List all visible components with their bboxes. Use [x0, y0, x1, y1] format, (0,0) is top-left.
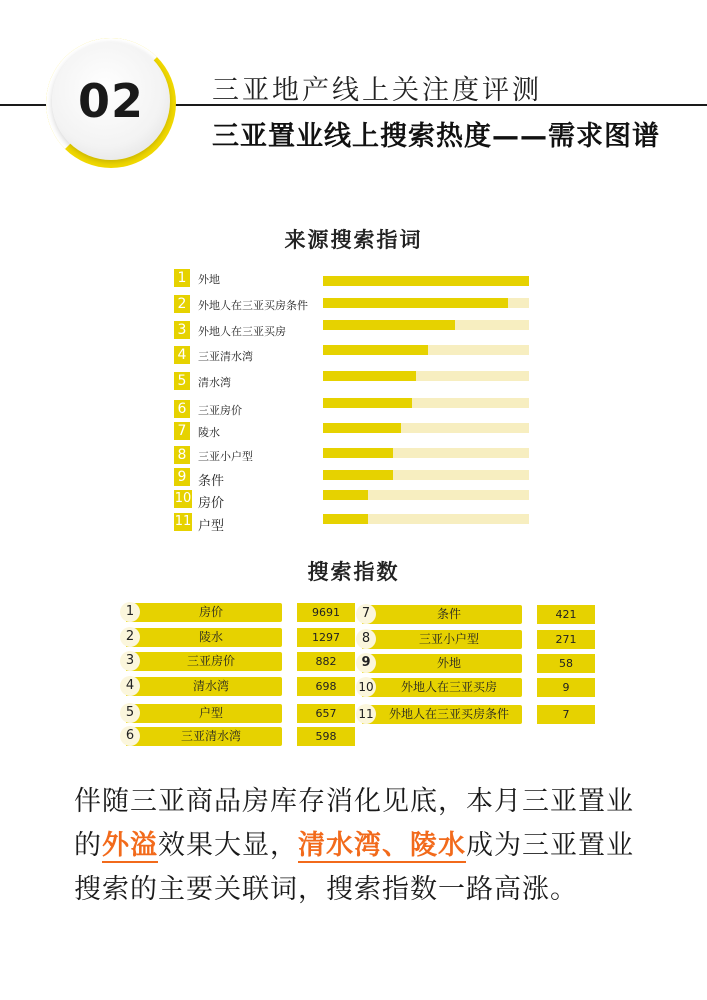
index-value: 58 — [537, 654, 595, 673]
keyword-rank: 4 — [174, 346, 190, 364]
index-keyword: 三亚清水湾 — [180, 729, 241, 743]
keyword-rank: 1 — [174, 269, 190, 287]
bar-fill — [323, 490, 368, 500]
index-value: 271 — [537, 630, 595, 649]
index-keyword: 三亚房价 — [186, 654, 235, 668]
keyword-rank: 10 — [174, 491, 192, 506]
keyword-rank: 8 — [174, 446, 190, 464]
source-keywords-title: 来源搜索指词 — [284, 228, 423, 252]
summary-highlight-2: 清水湾、陵水 — [298, 830, 466, 861]
keyword-label: 条件 — [198, 474, 225, 489]
bar-track — [323, 398, 529, 408]
keyword-label: 房价 — [198, 496, 225, 511]
keyword-label: 外地 — [198, 273, 220, 286]
summary-highlight-1: 外溢 — [102, 830, 158, 861]
index-keyword: 清水湾 — [192, 679, 229, 693]
keyword-label: 清水湾 — [198, 376, 231, 389]
page-title: 三亚地产线上关注度评测 — [212, 75, 542, 106]
summary-text-2: 效果大显， — [158, 830, 298, 861]
index-rank: 7 — [356, 604, 376, 624]
index-value: 1297 — [297, 628, 355, 647]
bar-track — [323, 448, 529, 458]
index-keyword: 外地人在三亚买房条件 — [388, 707, 509, 721]
index-value: 598 — [297, 727, 355, 746]
index-keyword: 户型 — [198, 706, 223, 720]
summary-paragraph — [74, 780, 644, 912]
index-keyword: 陵水 — [198, 630, 223, 644]
keyword-label: 三亚小户型 — [198, 450, 253, 463]
index-rank: 2 — [120, 627, 140, 647]
keyword-rank: 3 — [174, 321, 190, 339]
keyword-rank: 11 — [174, 514, 192, 529]
bar-fill — [323, 398, 412, 408]
bar-fill — [323, 448, 393, 458]
index-value: 882 — [297, 652, 355, 671]
index-rank: 10 — [356, 677, 376, 697]
index-value: 7 — [537, 705, 595, 724]
bar-fill — [323, 514, 368, 524]
keyword-rank: 6 — [174, 400, 190, 418]
bar-track — [323, 298, 529, 308]
section-number: 02 — [77, 74, 144, 128]
index-value: 421 — [537, 605, 595, 624]
keyword-rank: 5 — [174, 372, 190, 390]
index-value: 9 — [537, 678, 595, 697]
search-index-title: 搜索指数 — [307, 560, 400, 584]
section-badge — [52, 42, 170, 160]
bar-fill — [323, 320, 455, 330]
keyword-label: 外地人在三亚买房 — [198, 325, 286, 338]
index-rank: 6 — [120, 726, 140, 746]
bar-fill — [323, 470, 393, 480]
index-rank: 4 — [120, 676, 140, 696]
index-keyword: 房价 — [198, 605, 223, 619]
bar-fill — [323, 298, 508, 308]
index-rank: 9 — [356, 653, 376, 673]
bar-fill — [323, 423, 401, 433]
index-value: 657 — [297, 704, 355, 723]
bar-track — [323, 371, 529, 381]
keyword-rank: 2 — [174, 295, 190, 313]
keyword-rank: 7 — [174, 422, 190, 440]
bar-track — [323, 514, 529, 524]
keyword-label: 三亚房价 — [198, 404, 242, 417]
keyword-label: 三亚清水湾 — [198, 350, 253, 363]
index-rank: 5 — [120, 703, 140, 723]
bar-track — [323, 470, 529, 480]
bar-fill — [323, 371, 416, 381]
index-value: 698 — [297, 677, 355, 696]
index-value: 9691 — [297, 603, 355, 622]
index-rank: 11 — [356, 704, 376, 724]
bar-fill — [323, 276, 529, 286]
index-keyword: 三亚小户型 — [418, 632, 479, 646]
bar-track — [323, 423, 529, 433]
keyword-label: 陵水 — [198, 426, 220, 439]
bar-track — [323, 320, 529, 330]
summary-text-1: 伴随三亚商品房库存消化见底，本月三亚置业的 — [74, 786, 634, 861]
index-keyword: 外地人在三亚买房 — [400, 680, 497, 694]
bar-track — [323, 490, 529, 500]
page-subtitle: 三亚置业线上搜索热度——需求图谱 — [212, 121, 660, 152]
index-rank: 3 — [120, 651, 140, 671]
bar-track — [323, 345, 529, 355]
keyword-label: 外地人在三亚买房条件 — [198, 299, 308, 312]
bar-fill — [323, 345, 428, 355]
index-keyword: 条件 — [436, 607, 461, 621]
index-rank: 1 — [120, 602, 140, 622]
bar-track — [323, 276, 529, 286]
keyword-rank: 9 — [174, 468, 190, 486]
index-rank: 8 — [356, 629, 376, 649]
index-keyword: 外地 — [436, 656, 461, 670]
summary-text-3: 成为三亚置业搜索的主要关联词，搜索指数一路高涨。 — [74, 830, 634, 905]
keyword-label: 户型 — [198, 519, 225, 534]
